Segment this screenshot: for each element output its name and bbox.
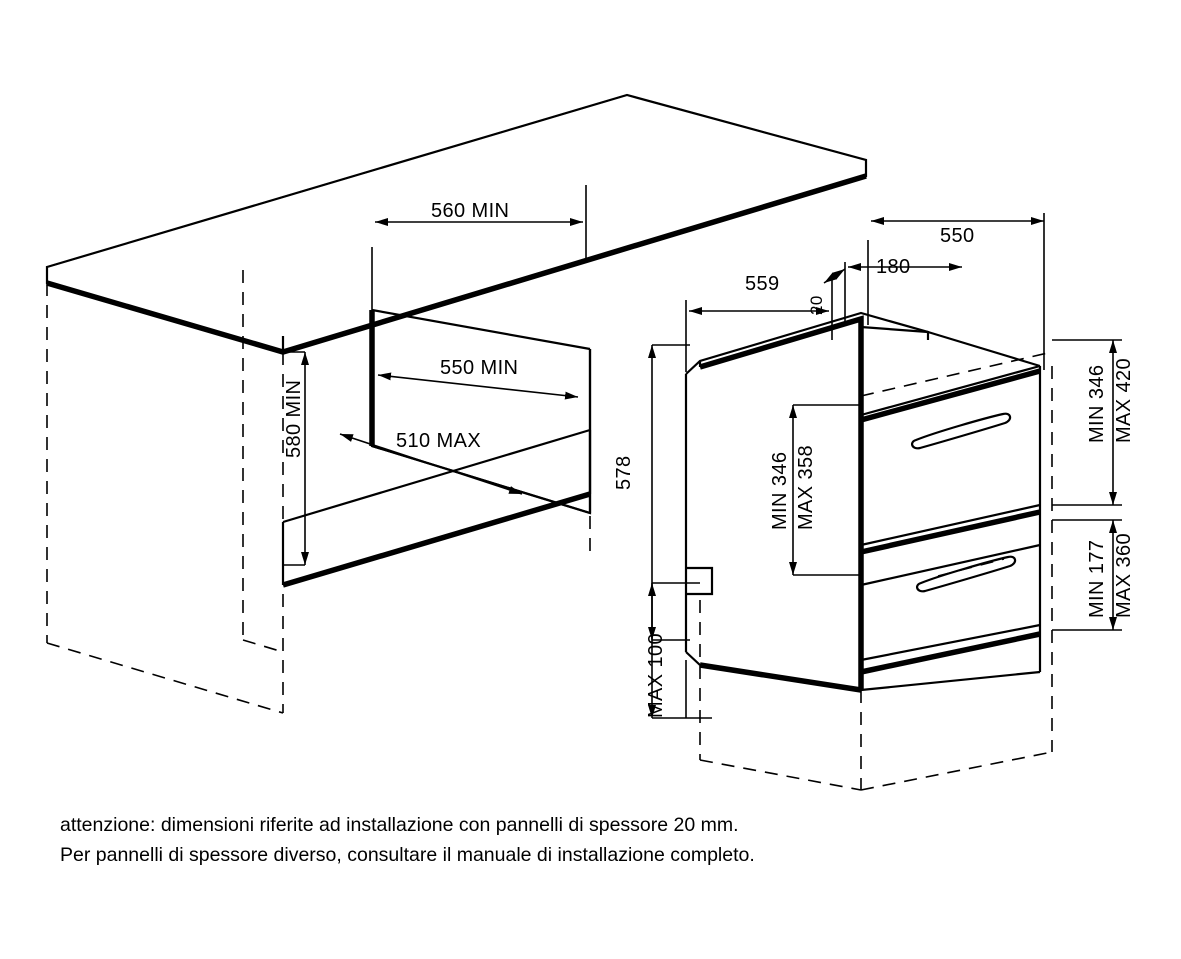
dim-label-app-lower-max-360: MAX 360 bbox=[1113, 532, 1135, 618]
dim-label-app-plinth-max-100: MAX 100 bbox=[645, 632, 667, 718]
dim-label-cab-width-top: 560 MIN bbox=[431, 200, 510, 222]
dim-label-app-lower-min-177: MIN 177 bbox=[1086, 539, 1108, 618]
dim-label-app-180: 180 bbox=[876, 256, 911, 278]
dim-label-app-upper-max-420: MAX 420 bbox=[1113, 357, 1135, 443]
cabinet-niche-drawing bbox=[47, 95, 866, 713]
note-line-2: Per pannelli di spessore diverso, consultare il manuale di installazione completo. bbox=[60, 844, 755, 866]
note-line-1: attenzione: dimensioni riferite ad installazione con pannelli di spessore 20 mm. bbox=[60, 814, 739, 836]
dim-label-app-559: 559 bbox=[745, 273, 780, 295]
appliance-drawing bbox=[652, 213, 1122, 790]
dim-label-cab-height: 580 MIN bbox=[283, 379, 305, 458]
dim-label-cab-depth-max: 510 MAX bbox=[396, 430, 482, 452]
dim-label-app-drawer-max-358: MAX 358 bbox=[795, 444, 817, 530]
dim-label-app-578: 578 bbox=[613, 455, 635, 490]
dim-label-cab-depth: 550 MIN bbox=[440, 357, 519, 379]
dim-label-app-20: 20 bbox=[807, 295, 826, 315]
dim-label-app-550: 550 bbox=[940, 225, 975, 247]
installation-note bbox=[60, 810, 1120, 870]
dim-label-app-drawer-min-346: MIN 346 bbox=[769, 451, 791, 530]
dim-label-app-upper-min-346: MIN 346 bbox=[1086, 364, 1108, 443]
